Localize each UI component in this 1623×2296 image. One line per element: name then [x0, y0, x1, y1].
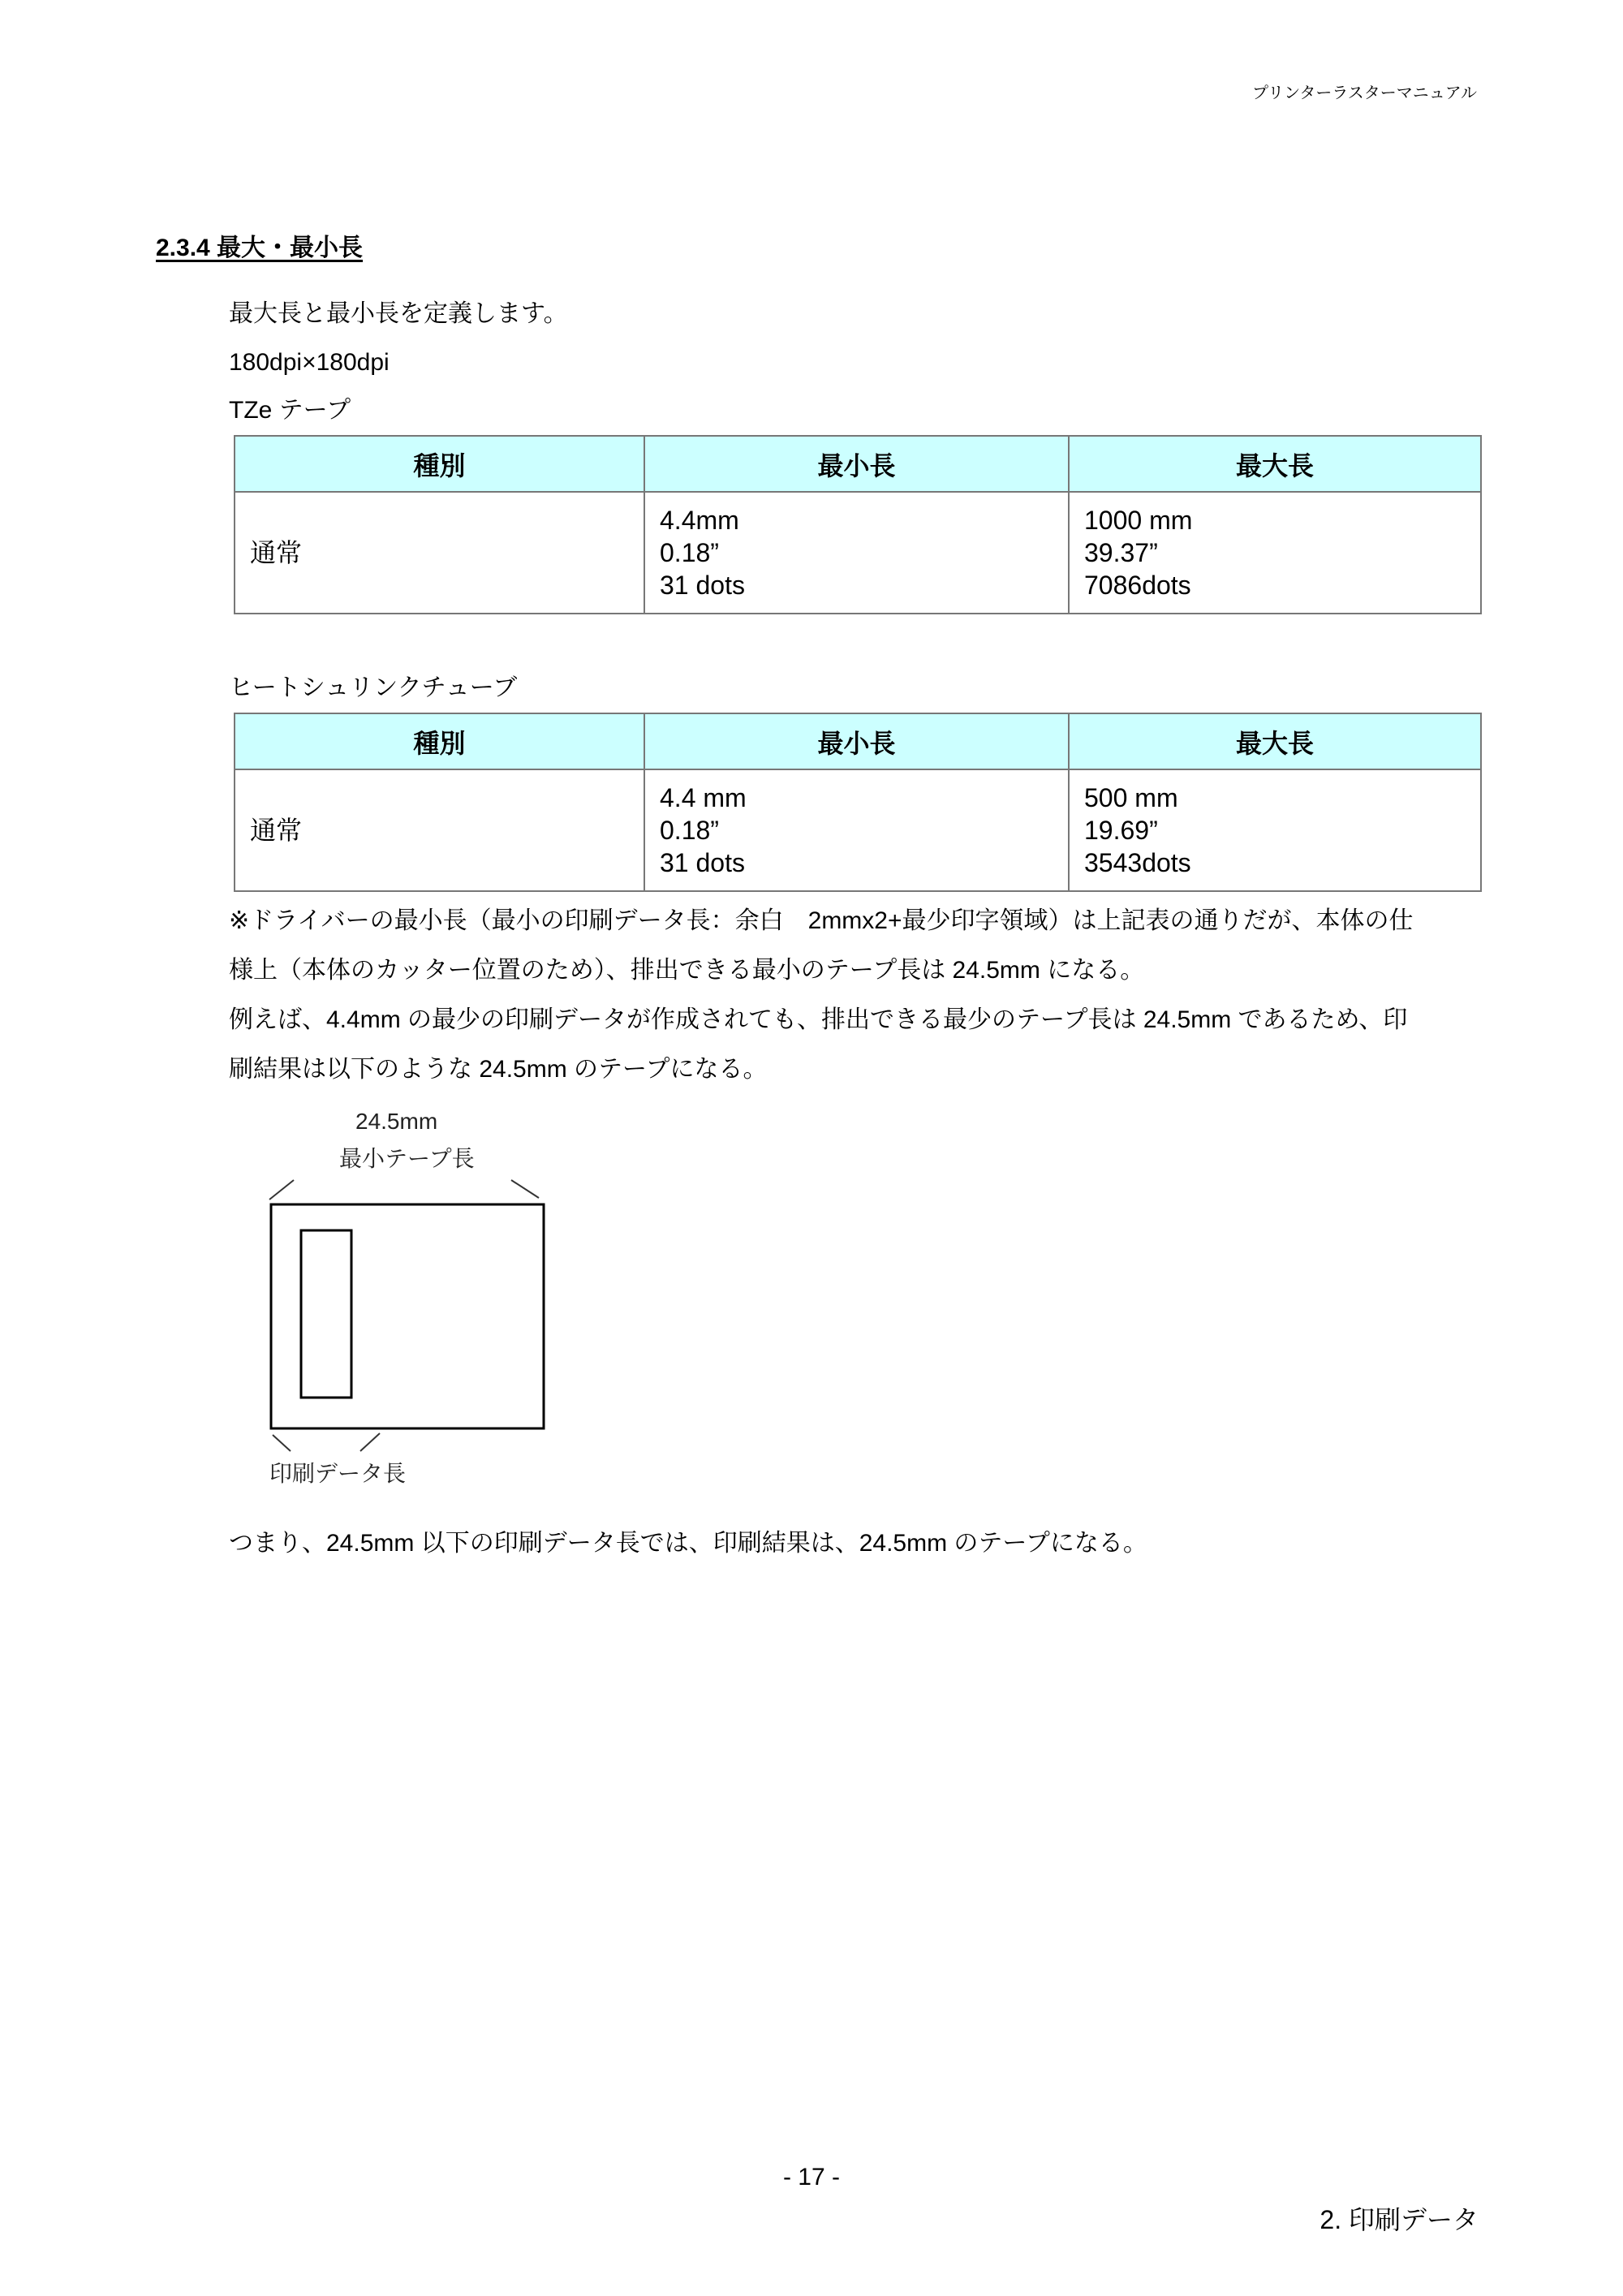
max-mm: 1000 mm — [1084, 506, 1193, 535]
tze-table-caption: TZe テープ — [229, 397, 351, 424]
note-line: 刷結果は以下のような 24.5mm のテープになる。 — [229, 1056, 768, 1083]
cell-min — [644, 492, 1069, 614]
cell-type: 通常 — [235, 492, 644, 614]
note-paragraph — [229, 896, 1495, 1094]
note-line: ※ドライバーの最小長（最小の印刷データ長：余白 2mmx2+最少印字領域）は上記表の通りだが、本体の仕 — [229, 907, 1414, 934]
intro-text: 最大長と最小長を定義します。 — [229, 300, 568, 327]
section-heading: 2.3.4 最大・最小長 — [156, 235, 364, 261]
max-dots: 7086dots — [1084, 571, 1191, 600]
max-dots: 3543dots — [1084, 848, 1191, 877]
cell-min — [644, 769, 1069, 891]
diagram-print-data-label: 印刷データ長 — [269, 1461, 407, 1486]
max-inch: 39.37” — [1084, 538, 1158, 567]
table-header-row — [235, 713, 1481, 769]
cell-max — [1069, 492, 1481, 614]
max-mm: 500 mm — [1084, 783, 1178, 812]
table-row — [235, 769, 1481, 891]
min-inch: 0.18” — [660, 816, 719, 845]
tape-illustration — [260, 1104, 584, 1493]
diagram-min-length-value: 24.5mm — [355, 1109, 438, 1134]
max-inch: 19.69” — [1084, 816, 1158, 845]
column-header-type: 種別 — [235, 713, 644, 769]
manual-title: プリンターラスターマニュアル — [1252, 84, 1477, 102]
heat-shrink-length-table — [234, 713, 1482, 892]
conclusion-text: つまり、24.5mm 以下の印刷データ長では、印刷結果は、24.5mm のテープになる。 — [229, 1530, 1147, 1557]
cell-max — [1069, 769, 1481, 891]
column-header-min: 最小長 — [644, 436, 1069, 492]
column-header-min: 最小長 — [644, 713, 1069, 769]
min-mm: 4.4 mm — [660, 783, 747, 812]
column-header-type: 種別 — [235, 436, 644, 492]
resolution-text: 180dpi×180dpi — [229, 349, 390, 376]
column-header-max: 最大長 — [1069, 436, 1481, 492]
column-header-max: 最大長 — [1069, 713, 1481, 769]
note-line: 様上（本体のカッター位置のため）、排出できる最小のテープ長は 24.5mm になる。 — [229, 957, 1145, 984]
min-dots: 31 dots — [660, 571, 745, 600]
diagram-min-tape-label: 最小テープ長 — [339, 1146, 475, 1171]
note-line: 例えば、4.4mm の最少の印刷データが作成されても、排出できる最少のテープ長は 24.5mm であるため、印 — [229, 1006, 1408, 1033]
min-dots: 31 dots — [660, 848, 745, 877]
hs-table-caption: ヒートシュリンクチューブ — [229, 674, 518, 701]
table-header-row — [235, 436, 1481, 492]
min-inch: 0.18” — [660, 538, 719, 567]
tape-length-diagram — [260, 1104, 584, 1493]
chapter-title: 2. 印刷データ — [1319, 2205, 1479, 2234]
cell-type: 通常 — [235, 769, 644, 891]
tze-length-table — [234, 435, 1482, 614]
table-row — [235, 492, 1481, 614]
page-number: - 17 - — [782, 2164, 841, 2190]
min-mm: 4.4mm — [660, 506, 739, 535]
